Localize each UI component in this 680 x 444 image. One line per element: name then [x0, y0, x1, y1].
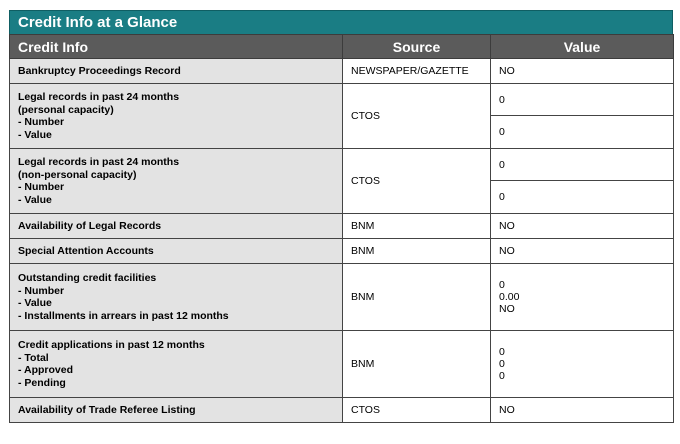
value-line: 0: [499, 370, 505, 382]
value-line: 0: [499, 346, 505, 358]
row-value: NO: [491, 59, 674, 84]
row-value-number: 0: [491, 149, 674, 181]
label-line: Legal records in past 24 months: [18, 91, 180, 103]
row-label: [10, 84, 343, 149]
label-line: Outstanding credit facilities: [18, 272, 157, 284]
table-row: [10, 84, 674, 116]
header-source: Source: [343, 35, 491, 59]
table-row: [10, 398, 674, 423]
row-source: NEWSPAPER/GAZETTE: [343, 59, 491, 84]
label-line: - Number: [18, 284, 65, 297]
label-line: - Value: [18, 128, 52, 141]
row-source: CTOS: [343, 398, 491, 423]
row-value-value: 0: [491, 181, 674, 214]
row-source: CTOS: [343, 84, 491, 149]
row-label: Availability of Trade Referee Listing: [10, 398, 343, 423]
value-line: 0: [499, 279, 505, 291]
header-row: [10, 35, 674, 59]
row-value: NO: [491, 214, 674, 239]
row-label: Bankruptcy Proceedings Record: [10, 59, 343, 84]
row-label: [10, 264, 343, 331]
row-label: [10, 149, 343, 214]
row-value: [491, 331, 674, 398]
row-source: BNM: [343, 264, 491, 331]
table-row: [10, 149, 674, 181]
row-value: NO: [491, 239, 674, 264]
label-line: - Total: [18, 351, 49, 364]
row-source: CTOS: [343, 149, 491, 214]
row-value-value: 0: [491, 116, 674, 149]
row-source: BNM: [343, 331, 491, 398]
row-value: [491, 264, 674, 331]
label-line: (personal capacity): [18, 103, 114, 116]
label-line: - Pending: [18, 376, 66, 389]
row-source: BNM: [343, 214, 491, 239]
table-row: [10, 239, 674, 264]
panel-title: Credit Info at a Glance: [9, 10, 673, 34]
credit-info-panel: [9, 10, 673, 423]
label-line: - Value: [18, 193, 52, 206]
label-line: - Number: [18, 181, 65, 193]
table-row: [10, 331, 674, 398]
label-line: - Approved: [18, 364, 74, 376]
row-source: BNM: [343, 239, 491, 264]
label-line: Legal records in past 24 months: [18, 156, 180, 168]
row-label: [10, 331, 343, 398]
value-line: 0.00: [499, 291, 520, 303]
table-row: [10, 59, 674, 84]
label-line: Credit applications in past 12 months: [18, 339, 205, 351]
row-label: Special Attention Accounts: [10, 239, 343, 264]
value-line: 0: [499, 358, 505, 370]
value-line: NO: [499, 303, 515, 315]
header-credit-info: Credit Info: [10, 35, 343, 59]
label-line: (non-personal capacity): [18, 168, 137, 181]
label-line: - Value: [18, 297, 52, 309]
table-row: [10, 264, 674, 331]
row-value-number: 0: [491, 84, 674, 116]
table-row: [10, 214, 674, 239]
label-line: - Installments in arrears in past 12 months: [18, 309, 229, 322]
credit-info-table: [9, 34, 674, 423]
row-value: NO: [491, 398, 674, 423]
row-label: Availability of Legal Records: [10, 214, 343, 239]
label-line: - Number: [18, 116, 65, 128]
header-value: Value: [491, 35, 674, 59]
